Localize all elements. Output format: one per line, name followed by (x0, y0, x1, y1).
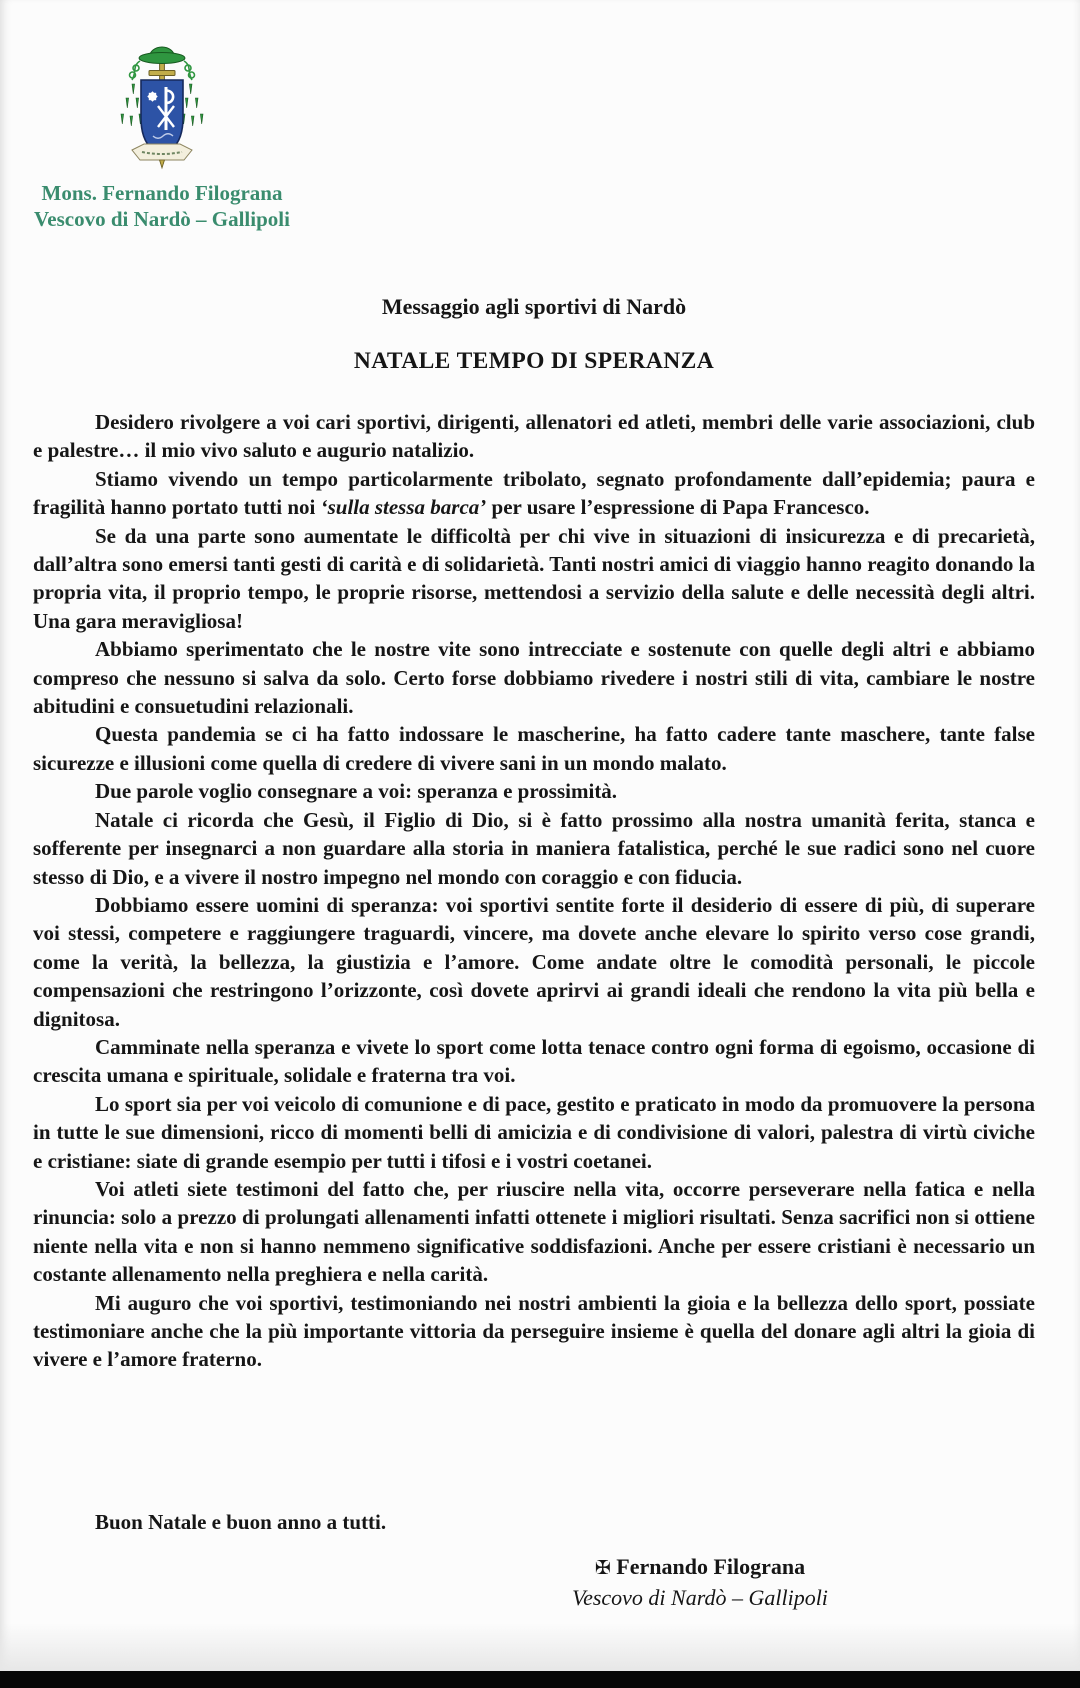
signatory-name-text: Fernando Filograna (616, 1554, 806, 1579)
document-title: NATALE TEMPO DI SPERANZA (353, 348, 715, 374)
page-bottom-shadow (0, 1623, 1080, 1671)
paragraph: Due parole voglio consegnare a voi: speranza e prossimità. (95, 779, 618, 804)
subject-line: Messaggio agli sportivi di Nardò (381, 294, 687, 319)
paragraph: Questa pandemia se ci ha fatto indossare le mascherine, ha fatto cadere tante maschere, tante false sicurezze e illusioni come quella di credere di vivere sani in un mondo malato. (33, 722, 1035, 775)
star-icon (147, 91, 157, 101)
galero-icon (139, 47, 185, 64)
paragraph: Camminate nella speranza e vivete lo sport come lotta tenace contro ogni forma di egoismo, occasione di crescita umana e spirituale, solidale e fraterna tra voi. (33, 1034, 1035, 1088)
letter-body (33, 408, 1035, 1500)
paragraph: Desidero rivolgere a voi cari sportivi, dirigenti, allenatori ed atleti, membri delle varie associazioni, club e palestre… il mio vivo saluto e augurio natalizio. (33, 410, 1035, 463)
paragraph: Abbiamo sperimentato che le nostre vite sono intrecciate e sostenute con quelle degli altri e abbiamo compreso che nessuno si salva da solo. Certo forse dobbiamo rivedere i nostri stili di vita, cambiare le nostre abitudini e consuetudini relazionali. (33, 637, 1035, 719)
paragraph: Dobbiamo essere uomini di speranza: voi sportivi sentite forte il desiderio di essere di più, di superare voi stessi, competere e raggiungere traguardi, vincere, ma dovete anche elevare lo spirito verso cose grandi, come la verità, la bellezza, la giustizia e l’amore. Come andate oltre le comodità personali, le piccole compensazioni che restringono l’orizzonte, così dovete aprirvi ai grandi ideali che rendono la vita più bella e dignitosa. (33, 892, 1035, 1031)
signatory-name (520, 1552, 880, 1583)
tassels-left (121, 84, 142, 126)
motto-ribbon (132, 144, 192, 160)
signature-block (520, 1552, 880, 1613)
letterbox-bar (0, 1671, 1080, 1688)
signature-cross-icon: ✠ (594, 1557, 611, 1579)
letterhead-name: Mons. Fernando Filograna (41, 181, 283, 205)
tassels-right (182, 84, 203, 126)
closing-greeting: Buon Natale e buon anno a tutti. (95, 1510, 387, 1534)
paragraph: Lo sport sia per voi veicolo di comunione e di pace, gestito e praticato in modo da promuovere la persona in tutte le sue dimensioni, ricco di momenti belli di amicizia e di condivisione di valori, palestra di virtù civiche e cristiane: siate di grande esempio per tutti i tifosi e i vostri coetanei. (33, 1091, 1035, 1173)
paragraph (33, 465, 1035, 522)
paragraph: Natale ci ricorda che Gesù, il Figlio di Dio, si è fatto prossimo alla nostra umanità ferita, stanca e sofferente per insegnarci a non guardare alla storia in maniera fatalistica, perché le sue radici sono nel cuore stesso di Dio, e a vivere il nostro impegno nel mondo con coraggio e con fiducia. (33, 807, 1035, 889)
signatory-role: Vescovo di Nardò – Gallipoli (572, 1585, 828, 1610)
letterhead-role: Vescovo di Nardò – Gallipoli (34, 207, 290, 231)
quoted-phrase: ‘sulla stessa barca’ (320, 495, 487, 520)
letterhead (34, 44, 290, 232)
coat-of-arms-icon (112, 44, 212, 174)
paragraph-text: per usare l’espressione di Papa Francesco. (486, 495, 870, 520)
paragraph-text: Stiamo vivendo un tempo particolarmente tribolato, segnato profondamente dall’epidemia; paura e fragilità hanno portato tutti noi (33, 466, 1035, 520)
paragraph: Mi auguro che voi sportivi, testimoniando nei nostri ambienti la gioia e la bellezza dello sport, possiate testimoniare anche che la più importante vittoria da perseguire insieme è quella del donare agli altri la gioia di vivere e l’amore fraterno. (33, 1290, 1035, 1372)
paragraph: Voi atleti siete testimoni del fatto che, per riuscire nella vita, occorre perseverare nella fatica e nella rinuncia: solo a prezzo di prolungati allenamenti infatti ottenete i migliori risultati. Senza sacrifici non si ottiene niente nella vita e non si hanno nemmeno significative soddisfazioni. Anche per essere cristiani è necessario un costante allenamento nella preghiera e nella carità. (33, 1176, 1035, 1287)
paragraph: Se da una parte sono aumentate le difficoltà per chi vive in situazioni di insicurezza e di precarietà, dall’altra sono emersi tanti gesti di carità e di solidarietà. Tanti nostri amici di viaggio hanno reagito donando la propria vita, il proprio tempo, le proprie risorse, mettendosi a servizio della salute e delle necessità degli altri. Una gara meravigliosa! (33, 523, 1035, 633)
